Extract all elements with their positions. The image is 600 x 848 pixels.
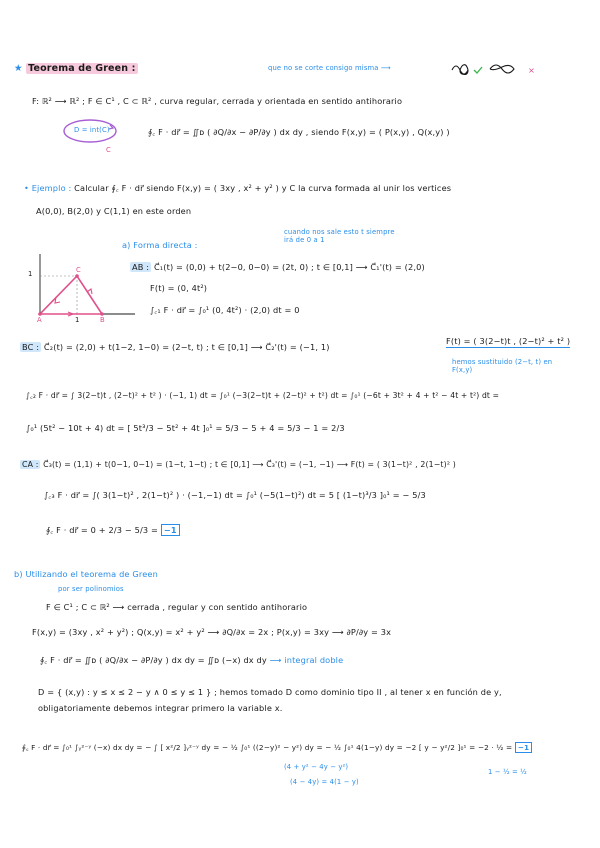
domain-line-2: obligatoriamente debemos integrar primero la variable x. xyxy=(38,703,283,713)
green-application xyxy=(40,655,343,666)
total-result: −1 xyxy=(161,524,180,536)
final-computation xyxy=(22,743,532,753)
ca-tag: CA : xyxy=(22,460,39,469)
total-expression: ∮꜀ F · dr⃗ = 0 + 2/3 − 5/3 = xyxy=(46,525,159,535)
example-statement-1 xyxy=(24,183,451,194)
substitution-note-2: (4 − 4y) = 4(1 − y) xyxy=(290,778,359,786)
final-result: −1 xyxy=(515,742,533,753)
section-b-title xyxy=(14,569,158,579)
triangle-path xyxy=(40,276,102,314)
simple-curve-note: que no se corte consigo misma ⟶ xyxy=(268,64,391,72)
cross-icon: × xyxy=(528,65,536,75)
direct-method-label xyxy=(122,240,198,250)
ab-parametrization xyxy=(130,262,425,272)
curve-shapes-drawing xyxy=(448,58,528,78)
theorem-title: Teorema de Green : xyxy=(28,63,136,74)
ab-field: F(t) = (0, 4t²) xyxy=(150,283,208,293)
graph-y-tick: 1 xyxy=(28,270,33,278)
section-title xyxy=(14,63,138,74)
green-hypotheses: F ∈ C¹ ; C ⊂ ℝ² ⟶ cerrada , regular y con sentido antihorario xyxy=(46,602,308,612)
arrow-ca-icon xyxy=(55,297,60,303)
graph-x-tick-1: 1 xyxy=(75,316,80,324)
simple-curve-note-text: que no se corte consigo misma xyxy=(268,64,379,72)
graph-label-c: C xyxy=(76,266,81,274)
ab-integral: ∫꜀₁ F · dr⃗ = ∫₀¹ (0, 4t²) · (2,0) dt = 0 xyxy=(150,305,300,315)
bc-integral-1: ∫꜀₂ F · dr⃗ = ∫ 3(2−t)t , (2−t)² + t² ) · (−1, 1) dt = ∫₀¹ (−3(2−t)t + (2−t)² + t²) dt = ∫₀¹ (−6t + 3t² + 4 + t² − 4t + t²) dt = xyxy=(26,391,500,400)
example-statement-text: Calcular ∮꜀ F · dr⃗ siendo F(x,y) = ( 3xy , x² + y² ) y C la curva formada al unir los vertices xyxy=(74,183,452,193)
substitution-note-3: 1 − ½ = ½ xyxy=(488,768,527,776)
green-formula: ∮꜀ F · dr⃗ = ∬ᴅ ( ∂Q/∂x − ∂P/∂y ) dx dy , siendo F(x,y) = ( P(x,y) , Q(x,y) ) xyxy=(148,127,450,137)
polynomial-note: por ser polinomios xyxy=(58,585,124,593)
green-application-text: ∮꜀ F · dr⃗ = ∬ᴅ ( ∂Q/∂x − ∂P/∂y ) dx dy = ∬ᴅ (−x) dx dy xyxy=(40,655,267,665)
example-label: • Ejemplo : xyxy=(24,183,72,193)
section-b-label: b) Utilizando el teorema de Green xyxy=(14,569,158,579)
star-icon: ★ xyxy=(14,63,23,74)
bc-integral-2: ∫₀¹ (5t² − 10t + 4) dt = [ 5t³/3 − 5t² + 4t ]₀¹ = 5/3 − 5 + 4 = 5/3 − 1 = 2/3 xyxy=(26,423,345,433)
ca-param-text: C⃗₃(t) = (1,1) + t(0−1, 0−1) = (1−t, 1−t) ; t ∈ [0,1] ⟶ C⃗₃'(t) = (−1, −1) ⟶ F(t) = ( 3(1−t)² , 2(1−t)² ) xyxy=(43,460,456,469)
parameter-note: cuando nos sale esto t siempre irá de 0 a 1 xyxy=(284,228,395,244)
region-label: D = int(C) xyxy=(74,126,110,134)
curve-label: C xyxy=(106,146,111,154)
triangle-graph xyxy=(30,252,140,322)
bc-tag: BC : xyxy=(22,342,40,352)
bc-field-note: hemos sustituido (2−t, t) en F(x,y) xyxy=(452,358,553,374)
graph-label-a: A xyxy=(37,316,42,324)
ca-integral: ∫꜀₃ F · dr⃗ = ∫( 3(1−t)² , 2(1−t)² ) · (−1,−1) dt = ∫₀¹ (−5(1−t)²) dt = 5 [ (1−t)³/3 ]₀¹ = − 5/3 xyxy=(44,490,426,500)
bc-parametrization xyxy=(20,342,330,352)
example-statement-2: A(0,0), B(2,0) y C(1,1) en este orden xyxy=(36,206,192,216)
ab-param-text: C⃗₁(t) = (0,0) + t(2−0, 0−0) = (2t, 0) ; t ∈ [0,1] ⟶ C⃗₁'(t) = (2,0) xyxy=(153,262,425,272)
domain-line-1: D = { (x,y) : y ≤ x ≤ 2 − y ∧ 0 ≤ y ≤ 1 } ; hemos tomado D como dominio tipo II , al tener x en función de y, xyxy=(38,687,502,697)
check-icon xyxy=(474,67,482,73)
bc-field: F(t) = ( 3(2−t)t , (2−t)² + t² ) xyxy=(446,336,571,346)
total-line xyxy=(46,525,180,536)
pq-derivatives: F(x,y) = (3xy , x² + y²) ; Q(x,y) = x² + y² ⟶ ∂Q/∂x = 2x ; P(x,y) = 3xy ⟶ ∂P/∂y = 3x xyxy=(32,627,392,637)
bc-param-text: C⃗₂(t) = (2,0) + t(1−2, 1−0) = (2−t, t) ; t ∈ [0,1] ⟶ C⃗₂'(t) = (−1, 1) xyxy=(43,342,330,352)
graph-label-b: B xyxy=(100,316,105,324)
ca-parametrization xyxy=(20,460,456,469)
substitution-note-1: (4 + y² − 4y − y²) xyxy=(284,763,349,771)
self-intersecting-curve-icon xyxy=(452,65,468,75)
double-integral-note: ⟶ integral doble xyxy=(269,655,344,665)
direct-method-text: a) Forma directa : xyxy=(122,240,198,250)
loop-curve-icon xyxy=(490,65,514,73)
final-expression: ∮꜀ F · dr⃗ = ∫₀¹ ∫ᵧ²⁻ʸ (−x) dx dy = − ∫ [ x²/2 ]ᵧ²⁻ʸ dy = − ½ ∫₀¹ ((2−y)² − y²) dy = − ½ ∫₀¹ 4(1−y) dy = −2 [ y − y²/2 ]₀¹ = −2 · ½ = xyxy=(22,743,513,752)
vertex-c xyxy=(75,274,79,278)
ab-tag: AB : xyxy=(132,262,150,272)
hypotheses-line: F: ℝ² ⟶ ℝ² ; F ∈ C¹ , C ⊂ ℝ² , curva regular, cerrada y orientada en sentido antihorario xyxy=(32,96,403,106)
